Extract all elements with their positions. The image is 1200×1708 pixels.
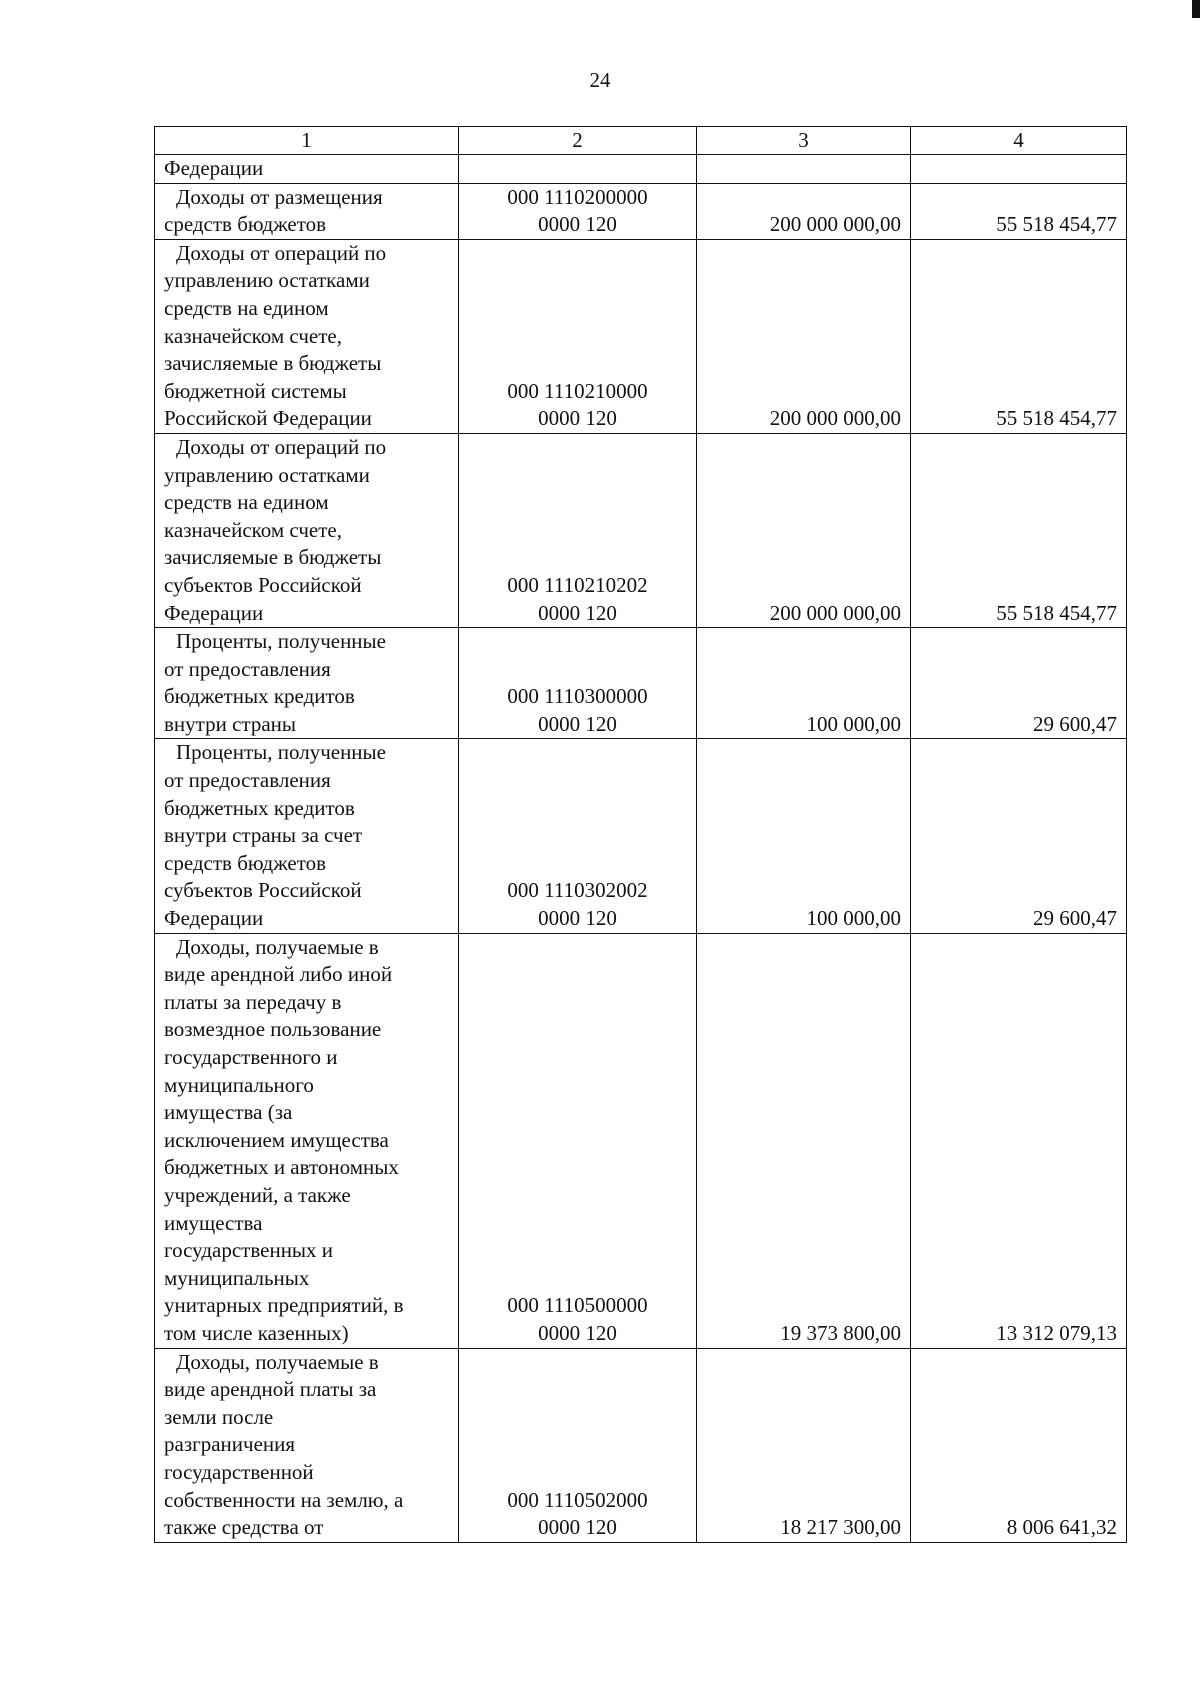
executed-amount-cell bbox=[911, 155, 1127, 184]
approved-amount-cell bbox=[697, 239, 911, 433]
income-name-line: возмездное пользование bbox=[164, 1017, 382, 1042]
income-name-line: субъектов Российской bbox=[164, 878, 362, 903]
classification-code-cell bbox=[459, 433, 697, 627]
executed-amount-cell bbox=[911, 1348, 1127, 1542]
classification-code-line: 000 1110502000 bbox=[507, 1487, 648, 1512]
executed-amount-cell bbox=[911, 433, 1127, 627]
classification-code-line: 0000 120 bbox=[538, 711, 617, 736]
income-name-line: Проценты, полученные bbox=[176, 740, 386, 765]
approved-amount: 18 217 300,00 bbox=[780, 1515, 901, 1540]
classification-code-cell bbox=[459, 239, 697, 433]
income-name-line: Российской Федерации bbox=[164, 406, 372, 431]
income-name-line: внутри страны за счет bbox=[164, 823, 363, 848]
approved-amount-cell bbox=[697, 183, 911, 239]
classification-code-cell bbox=[459, 933, 697, 1348]
income-name-line: Федерации bbox=[164, 156, 264, 180]
income-name-line: том числе казенных) bbox=[164, 1320, 349, 1345]
executed-amount: 13 312 079,13 bbox=[996, 1320, 1117, 1345]
income-name-line: бюджетных кредитов bbox=[164, 795, 355, 820]
table-row bbox=[155, 1348, 1127, 1542]
income-name-line: муниципальных bbox=[164, 1265, 310, 1290]
income-name-line: Доходы, получаемые в bbox=[176, 934, 379, 959]
executed-amount-cell bbox=[911, 183, 1127, 239]
executed-amount: 55 518 454,77 bbox=[996, 212, 1117, 237]
classification-code-cell bbox=[459, 183, 697, 239]
income-name-line: субъектов Российской bbox=[164, 572, 362, 597]
income-name-line: Федерации bbox=[164, 906, 264, 931]
executed-amount-cell bbox=[911, 739, 1127, 933]
classification-code-line: 0000 120 bbox=[538, 406, 617, 431]
approved-amount: 100 000,00 bbox=[806, 906, 901, 931]
table-body bbox=[155, 155, 1127, 1543]
income-name-cell bbox=[155, 933, 459, 1348]
classification-code-cell bbox=[459, 155, 697, 184]
column-number-3: 3 bbox=[697, 127, 911, 155]
approved-amount-cell bbox=[697, 155, 911, 184]
executed-amount: 29 600,47 bbox=[1033, 711, 1117, 736]
income-name-cell bbox=[155, 433, 459, 627]
income-name-line: платы за передачу в bbox=[164, 989, 342, 1014]
income-name-cell bbox=[155, 1348, 459, 1542]
executed-amount-cell bbox=[911, 628, 1127, 739]
classification-code-cell bbox=[459, 628, 697, 739]
classification-code-line: 0000 120 bbox=[538, 212, 617, 237]
column-number-1: 1 bbox=[155, 127, 459, 155]
income-name-line: исключением имущества bbox=[164, 1127, 389, 1152]
classification-code-line: 000 1110300000 bbox=[507, 684, 648, 709]
approved-amount-cell bbox=[697, 433, 911, 627]
executed-amount: 55 518 454,77 bbox=[996, 600, 1117, 625]
income-name-line: бюджетных кредитов bbox=[164, 684, 355, 709]
income-name-line: учреждений, а также bbox=[164, 1182, 351, 1207]
income-name-line: средств бюджетов bbox=[164, 850, 327, 875]
income-name-line: казначейском счете, bbox=[164, 517, 342, 542]
classification-code-line: 0000 120 bbox=[538, 906, 617, 931]
approved-amount: 200 000 000,00 bbox=[769, 600, 901, 625]
classification-code-line: 000 1110500000 bbox=[507, 1293, 648, 1318]
column-number-4: 4 bbox=[911, 127, 1127, 155]
income-name-cell bbox=[155, 183, 459, 239]
income-name-cell bbox=[155, 739, 459, 933]
approved-amount: 200 000 000,00 bbox=[769, 212, 901, 237]
income-name-line: собственности на землю, а bbox=[164, 1487, 404, 1512]
executed-amount: 29 600,47 bbox=[1033, 906, 1117, 931]
income-name-line: Проценты, полученные bbox=[176, 629, 386, 654]
classification-code-line: 000 1110210202 bbox=[507, 572, 648, 597]
table-row bbox=[155, 183, 1127, 239]
classification-code-line: 000 1110200000 bbox=[507, 184, 648, 209]
income-name-line: средств на едином bbox=[164, 295, 329, 320]
income-name-line: Доходы от операций по bbox=[176, 434, 387, 459]
income-name-line: разграничения bbox=[164, 1432, 296, 1457]
income-name-line: бюджетных и автономных bbox=[164, 1155, 399, 1180]
table-row bbox=[155, 739, 1127, 933]
income-name-line: бюджетной системы bbox=[164, 378, 347, 403]
column-number-row bbox=[155, 127, 1127, 155]
executed-amount: 55 518 454,77 bbox=[996, 406, 1117, 431]
income-name-line: государственного и bbox=[164, 1045, 338, 1069]
approved-amount: 200 000 000,00 bbox=[769, 406, 901, 431]
table-row bbox=[155, 239, 1127, 433]
approved-amount-cell bbox=[697, 628, 911, 739]
income-name-line: муниципального bbox=[164, 1072, 314, 1097]
classification-code-cell bbox=[459, 739, 697, 933]
income-name-line: от предоставления bbox=[164, 656, 331, 681]
income-name-line: виде арендной платы за bbox=[164, 1377, 377, 1402]
income-name-line: имущества bbox=[164, 1210, 263, 1235]
executed-amount: 8 006 641,32 bbox=[1006, 1515, 1117, 1540]
income-name-line: имущества (за bbox=[164, 1100, 293, 1125]
income-name-line: казначейском счете, bbox=[164, 323, 342, 348]
table-row bbox=[155, 933, 1127, 1348]
income-name-line: средств бюджетов bbox=[164, 212, 327, 237]
classification-code-line: 0000 120 bbox=[538, 1515, 617, 1540]
income-name-line: виде арендной либо иной bbox=[164, 962, 393, 987]
income-name-cell bbox=[155, 155, 459, 184]
page-number: 24 bbox=[589, 68, 611, 92]
table-row bbox=[155, 628, 1127, 739]
income-name-cell bbox=[155, 628, 459, 739]
classification-code-line: 000 1110210000 bbox=[507, 378, 648, 403]
approved-amount-cell bbox=[697, 739, 911, 933]
approved-amount: 19 373 800,00 bbox=[780, 1320, 901, 1345]
income-name-line: Доходы от операций по bbox=[176, 240, 387, 265]
income-name-line: зачисляемые в бюджеты bbox=[164, 351, 382, 376]
income-name-cell bbox=[155, 239, 459, 433]
income-name-line: внутри страны bbox=[164, 711, 296, 736]
income-name-line: Доходы, получаемые в bbox=[176, 1349, 379, 1374]
classification-code-line: 0000 120 bbox=[538, 600, 617, 625]
income-name-line: Федерации bbox=[164, 600, 264, 625]
income-name-line: зачисляемые в бюджеты bbox=[164, 545, 382, 570]
classification-code-line: 000 1110302002 bbox=[507, 878, 648, 903]
income-name-line: земли после bbox=[164, 1404, 274, 1429]
approved-amount-cell bbox=[697, 1348, 911, 1542]
revenue-table bbox=[154, 126, 1127, 1543]
table-row bbox=[155, 433, 1127, 627]
income-name-line: средств на едином bbox=[164, 490, 329, 515]
income-name-line: унитарных предприятий, в bbox=[164, 1293, 404, 1318]
income-name-line: Доходы от размещения bbox=[176, 184, 383, 209]
table-row bbox=[155, 155, 1127, 184]
scan-edge-mark bbox=[1192, 0, 1200, 18]
executed-amount-cell bbox=[911, 239, 1127, 433]
income-name-line: управлению остатками bbox=[164, 462, 370, 487]
classification-code-cell bbox=[459, 1348, 697, 1542]
income-name-line: государственных и bbox=[164, 1238, 334, 1263]
classification-code-line: 0000 120 bbox=[538, 1320, 617, 1345]
income-name-line: государственной bbox=[164, 1459, 314, 1484]
income-name-line: от предоставления bbox=[164, 768, 331, 793]
income-name-line: также средства от bbox=[164, 1515, 324, 1540]
column-number-2: 2 bbox=[459, 127, 697, 155]
approved-amount-cell bbox=[697, 933, 911, 1348]
approved-amount: 100 000,00 bbox=[806, 711, 901, 736]
income-name-line: управлению остатками bbox=[164, 268, 370, 293]
executed-amount-cell bbox=[911, 933, 1127, 1348]
